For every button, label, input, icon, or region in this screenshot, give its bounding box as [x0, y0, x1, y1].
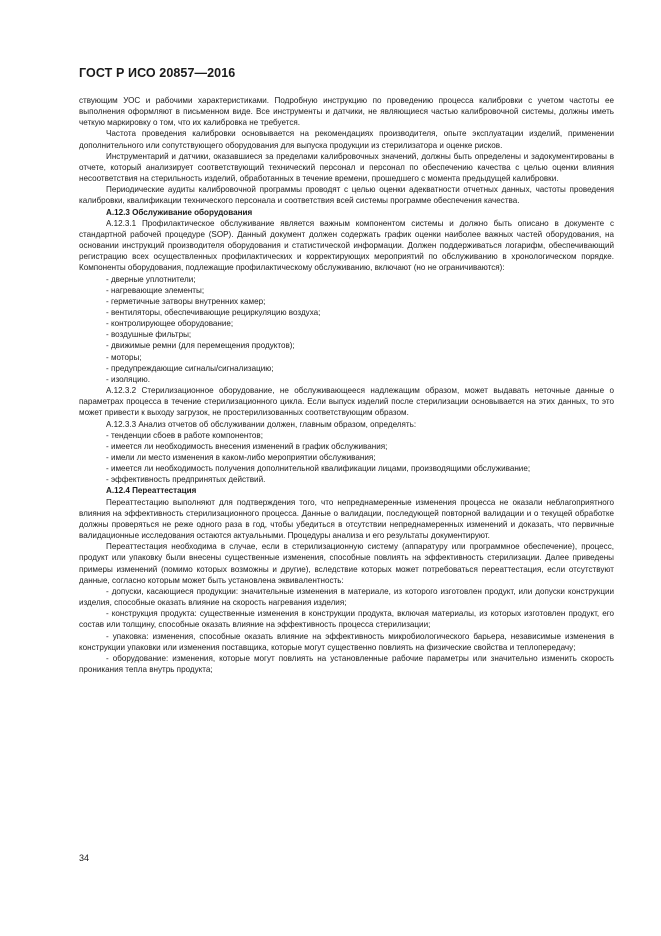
list-item: - эффективность предпринятых действий.: [106, 475, 266, 485]
list-item: - изоляцию.: [106, 374, 150, 384]
paragraph: Периодические аудиты калибровочной программы проводят с целью оценки адекватности отчетных данных, частоты проведения калибровки, квалификации технического персонала и соответствия всей системы программе обеспечения качества.: [79, 185, 614, 206]
list-item: - вентиляторы, обеспечивающие рециркуляцию воздуха;: [106, 307, 321, 317]
paragraph: - допуски, касающиеся продукции: значительные изменения в материале, из которого изготовлен продукт, или допуски конструкции изделия, способные оказать влияние на скорость нагревания изделия;: [79, 586, 614, 608]
paragraph: А.12.3.2 Стерилизационное оборудование, не обслуживающееся надлежащим образом, может выдавать неточные данные о параметрах процесса в течение стерилизационного цикла. Если выпуск изделий после стерилизации основывается на этих данных, то это может привести к выходу загрузок, не простерилизованных соответствующим образом.: [79, 386, 614, 418]
list-item: - имеется ли необходимость получения дополнительной квалификации лицами, производящими обслуживание;: [106, 464, 531, 474]
document-header: ГОСТ Р ИСО 20857—2016: [79, 66, 236, 80]
paragraph: Инструментарий и датчики, оказавшиеся за пределами калибровочных значений, должны быть определены и задокументированы в отчете, который анализирует соответствующий технический персонал и персонал по обеспечению качества с целью оценки влияния несоответствия на стерильность изделий, обработанных в течение времени, прошедшего с момента предыдущей калибровки.: [79, 151, 614, 184]
list-item: - дверные уплотнители;: [106, 274, 196, 284]
paragraph: - упаковка: изменения, способные оказать влияние на эффективность микробиологического барьера, независимые изменения в конструкции упаковки или изменения поставщика, которые могут существенно повлиять на физические свойства и теплопередачу;: [79, 631, 614, 652]
section-heading: А.12.4 Переаттестация: [106, 486, 197, 496]
list-item: - тенденции сбоев в работе компонентов;: [106, 430, 263, 440]
section-heading: А.12.3 Обслуживание оборудования: [106, 207, 253, 217]
paragraph: - оборудование: изменения, которые могут повлиять на установленные рабочие параметры или значительно изменить скорость проникания тепла внутрь продукта;: [79, 653, 614, 674]
list-item: - моторы;: [106, 352, 142, 362]
list-item: - имеется ли необходимость внесения изменений в график обслуживания;: [106, 441, 388, 451]
list-item: - движимые ремни (для перемещения продуктов);: [106, 341, 295, 351]
page-number: 34: [79, 853, 90, 863]
paragraph: - конструкция продукта: существенные изменения в конструкции продукта, включая материалы, из которых изготовлен продукт, его состав или толщину, способные оказать влияние на эффективность процесса стерилизации;: [79, 609, 614, 630]
list-item: - предупреждающие сигналы/сигнализацию;: [106, 363, 274, 373]
paragraph: Переаттестацию выполняют для подтверждения того, что непреднамеренные изменения процесса не оказали неблагоприятного влияния на эффективность стерилизационного процесса. Данные о валидации, последующей повторной валидации и о текущей обработке должны проверяться не реже одного раза в год, чтобы убедиться в отсутствии непреднамеренных изменений и доказать, что первичные валидационные исследования остаются актуальными. Процедуры анализа и его результаты документируют.: [79, 497, 614, 541]
list-item: - контролирующее оборудование;: [106, 319, 234, 329]
document-body: [79, 95, 614, 675]
paragraph: ствующим УОС и рабочими характеристиками. Подробную инструкцию по проведению процесса калибровки с учетом частоты ее выполнения оформляют в письменном виде. Все инструменты и датчики, не являющиеся частью калибровочной системы, должны иметь четкую маркировку о том, что их калибровка не требуется.: [79, 96, 614, 128]
list-item: - имели ли место изменения в каком-либо мероприятии обслуживания;: [106, 453, 376, 462]
list-item: - воздушные фильтры;: [106, 330, 192, 340]
paragraph: А.12.3.1 Профилактическое обслуживание является важным компонентом системы и должно быть описано в документе с стандартной рабочей процедуре (SOP). Данный документ должен содержать график оценки наиболее важных частей оборудования, на основании инструкций производителя оборудования и статистической информации. Должен поддерживаться логарифм, обеспечивающий регистрацию всех осуществленных профилактических и корректирующих мероприятий по обслуживанию в хронологическом порядке. Компоненты оборудования, подлежащие профилактическому обслуживанию, включают (но не ограничиваются):: [79, 218, 614, 273]
list-item: - герметичные затворы внутренних камер;: [106, 296, 266, 306]
paragraph: Переаттестация необходима в случае, если в стерилизационную систему (аппаратуру или программное обеспечение), процесс, продукт или упаковку были внесены существенные изменения, способные повлиять на эффективность стерилизации. Далее приведены примеры изменений (помимо которых возможны и другие), вследствие которых может потребоваться переаттестация, если отсутствуют данные, согласно которым может быть установлена эквивалентность:: [79, 542, 614, 585]
paragraph: А.12.3.3 Анализ отчетов об обслуживании должен, главным образом, определять:: [106, 419, 417, 429]
list-item: - нагревающие элементы;: [106, 285, 205, 295]
paragraph: Частота проведения калибровки основывается на рекомендациях производителя, опыте эксплуатации изделий, применении дополнительного или сопутствующего оборудования для выпуска продукции из стерилизатора и оценке рисков.: [79, 129, 614, 150]
